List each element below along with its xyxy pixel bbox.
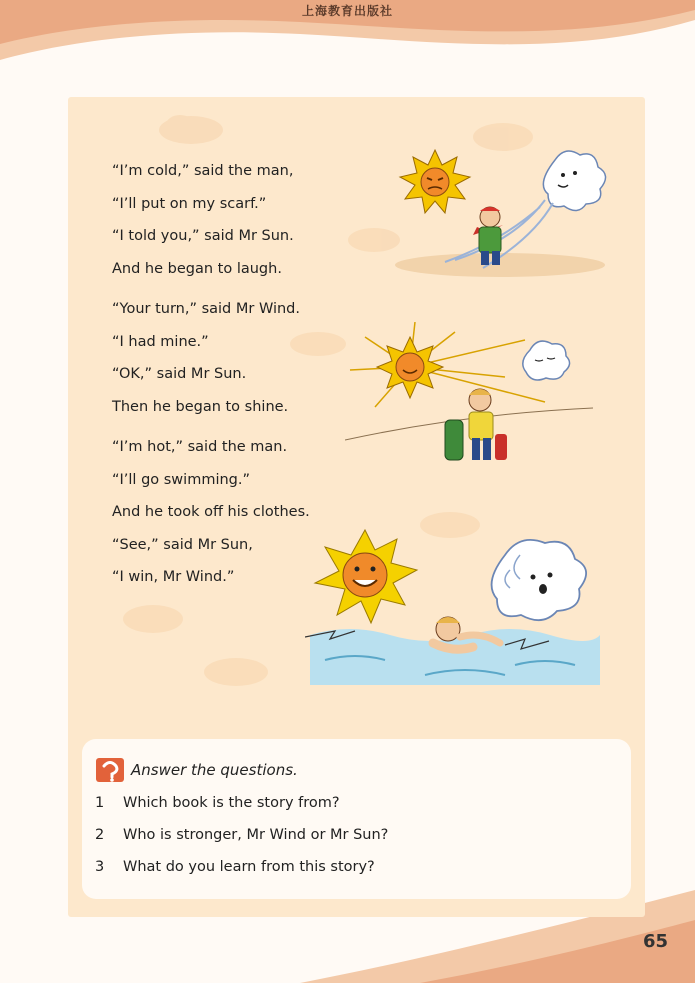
wind-cloud-icon <box>492 540 587 620</box>
poem-line: “OK,” said Mr Sun. <box>112 366 247 382</box>
illustration-swimming-man <box>305 525 605 695</box>
poem-line: “I’m hot,” said the man. <box>112 439 288 455</box>
question-number: 1 <box>95 795 105 811</box>
poem-line: And he began to laugh. <box>112 260 282 277</box>
sun-icon <box>377 337 443 398</box>
poem-line: Then he began to shine. <box>112 398 289 415</box>
tired-wind-icon <box>523 341 570 380</box>
question-text: Which book is the story from? <box>123 795 340 811</box>
question-text: Who is stronger, Mr Wind or Mr Sun? <box>123 827 389 843</box>
illustration-shining-sun <box>345 322 593 470</box>
poem-line: “I’ll put on my scarf.” <box>112 195 267 212</box>
question-item <box>95 859 375 875</box>
questions-title: Answer the questions. <box>131 761 298 779</box>
poem-line: And he took off his clothes. <box>112 504 310 520</box>
question-item <box>95 827 388 843</box>
question-item <box>95 795 340 811</box>
question-number: 3 <box>95 859 105 875</box>
question-icon <box>96 758 124 784</box>
question-text: What do you learn from this story? <box>123 859 375 875</box>
wind-cloud-icon <box>445 151 606 268</box>
poem-line: “I told you,” said Mr Sun. <box>112 228 294 244</box>
happy-sun-icon <box>315 530 417 623</box>
poem-line: “I’m cold,” said the man, <box>112 163 294 179</box>
poem-line: “I had mine.” <box>112 333 209 350</box>
page-number: 65 <box>643 931 669 952</box>
poem-stanza <box>112 158 352 288</box>
illustration-cold-man <box>395 145 615 280</box>
publisher-name: 上海教育出版社 <box>301 4 393 18</box>
question-number: 2 <box>95 827 105 843</box>
poem-line: “I’ll go swimming.” <box>112 471 250 488</box>
hot-man-icon <box>445 389 507 460</box>
poem-line: “I win, Mr Wind.” <box>112 569 235 585</box>
poem-line: “Your turn,” said Mr Wind. <box>112 301 300 317</box>
poem-line: “See,” said Mr Sun, <box>112 536 253 553</box>
poem-stanza <box>112 296 352 426</box>
angry-sun-icon <box>400 150 470 213</box>
